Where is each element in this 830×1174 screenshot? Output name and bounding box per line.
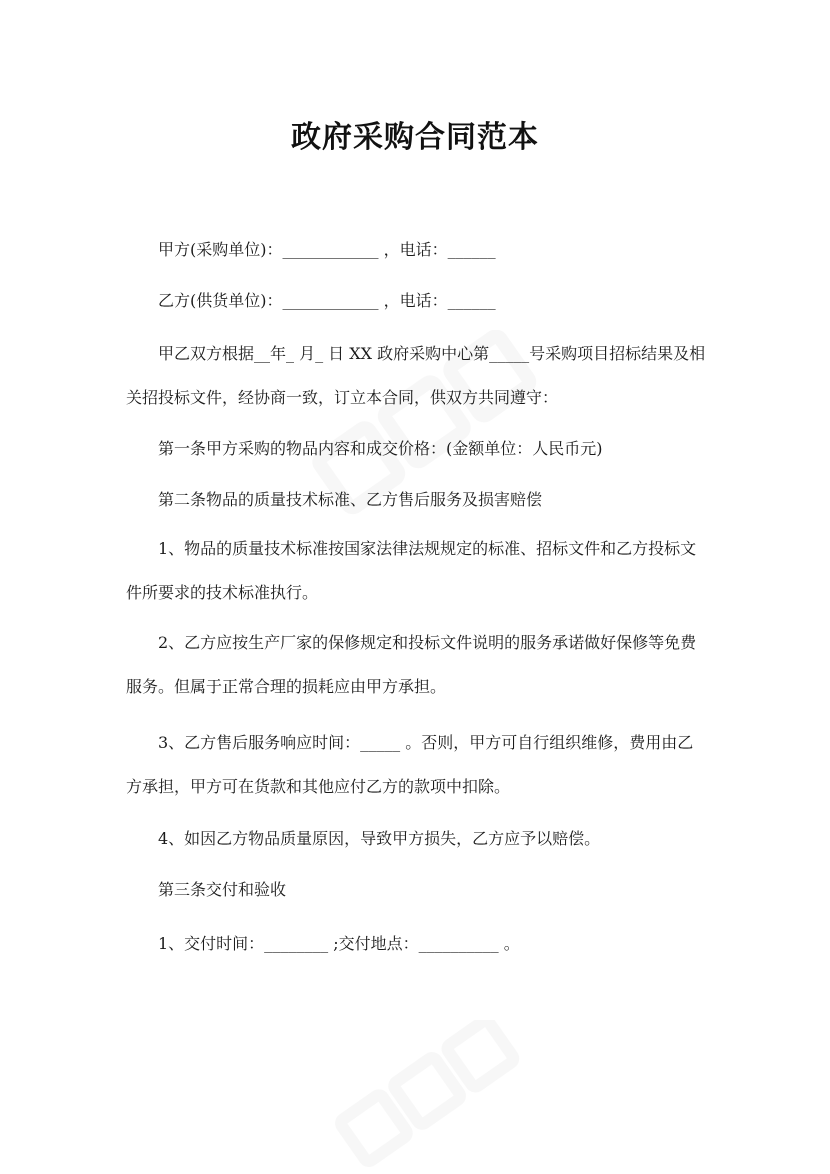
party-b-line: 乙方(供货单位)：____________ ，电话：______	[158, 291, 496, 310]
article-2-item-2: 2、乙方应按生产厂家的保修规定和投标文件说明的服务承诺做好保修等免费服务。但属于正常合理的损耗应由甲方承担。	[126, 633, 697, 696]
watermark-logo-bottom	[330, 1020, 530, 1170]
article-3-heading: 第三条交付和验收	[158, 880, 287, 899]
party-a-line: 甲方(采购单位)：____________ ，电话：______	[158, 240, 496, 259]
article-2-item-4: 4、如因乙方物品质量原因，导致甲方损失，乙方应予以赔偿。	[158, 829, 601, 848]
article-3-item-1: 1、交付时间：________ ;交付地点：__________ 。	[158, 934, 520, 953]
document-title: 政府采购合同范本	[291, 120, 539, 155]
article-2-item-1: 1、物品的质量技术标准按国家法律法规规定的标准、招标文件和乙方投标文件所要求的技术标准执行。	[126, 539, 697, 602]
article-2-item-3: 3、乙方售后服务响应时间：_____ 。否则，甲方可自行组织维修，费用由乙方承担，甲方可在货款和其他应付乙方的款项中扣除。	[126, 733, 694, 796]
article-2-heading: 第二条物品的质量技术标准、乙方售后服务及损害赔偿	[158, 490, 543, 509]
article-1-heading: 第一条甲方采购的物品内容和成交价格：(金额单位：人民币元)	[158, 439, 603, 458]
contract-basis-paragraph: 甲乙双方根据__年_ 月_ 日 XX 政府采购中心第_____号采购项目招标结果及相关招投标文件，经协商一致，订立本合同，供双方共同遵守：	[126, 344, 706, 407]
